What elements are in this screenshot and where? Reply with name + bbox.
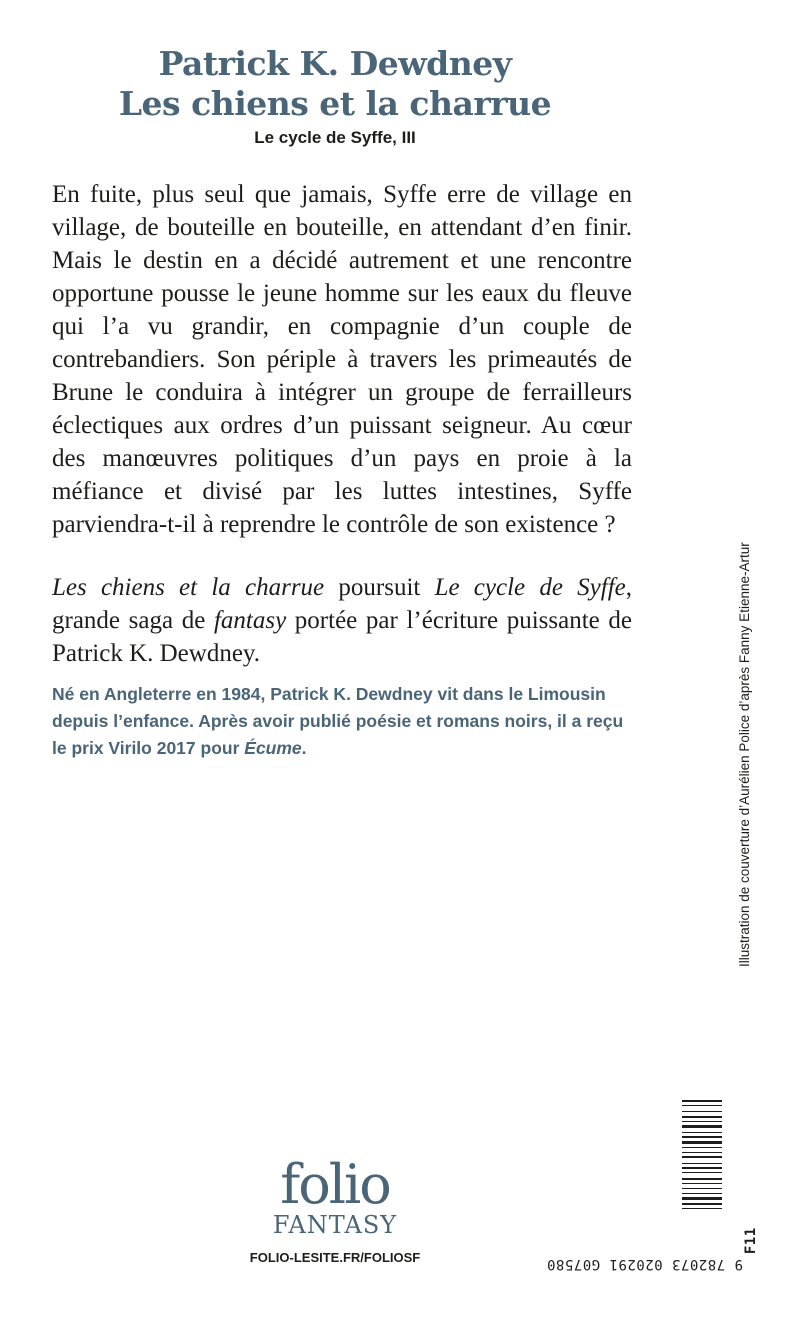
barcode-bar	[682, 1125, 722, 1128]
publisher-website: FOLIO-LESITE.FR/FOLIOSF	[249, 1250, 421, 1265]
barcode-bar	[682, 1147, 722, 1148]
barcode-bar	[682, 1121, 722, 1122]
series-italic: Le cycle de Syffe	[434, 574, 626, 601]
bio-paragraph	[52, 681, 632, 762]
cover-credit-text: Illustration de couverture d’Aurélien Police d’après Fanny Etienne-Artur	[737, 542, 752, 967]
blurb-paragraph-1: En fuite, plus seul que jamais, Syffe erre de village en village, de bouteille en bouteille, en attendant d’en finir. Mais le destin en a décidé autrement et une rencontre opportune pousse le jeune homme sur les eaux du fleuve qui l’a vu grandir, en compagnie d’un couple de contrebandiers. Son périple à travers les primeautés de Brune le conduira à intégrer un groupe de ferrailleurs éclectiques aux ordres d’un puissant seigneur. Au cœur des manœuvres politiques d’un pays en proie à la méfiance et divisé par les luttes intestines, Syffe parviendra-t-il à reprendre le contrôle de son existence ?	[52, 181, 632, 538]
isbn-number: 9 782073 020291 G07580	[546, 1256, 743, 1272]
barcode-bar	[682, 1178, 722, 1180]
barcode-bar	[682, 1183, 722, 1184]
logo-fantasy: FANTASY	[272, 1211, 398, 1239]
barcode-bar	[682, 1141, 722, 1144]
genre-italic: fantasy	[213, 607, 287, 634]
logo-folio: folio	[280, 1153, 390, 1216]
barcode-bar	[682, 1167, 722, 1169]
barcode-bar	[682, 1111, 722, 1112]
barcode-bar	[682, 1163, 722, 1164]
folio-fantasy-logo	[200, 1153, 470, 1239]
author-bio	[52, 681, 632, 762]
barcode-bar	[682, 1152, 722, 1153]
barcode-bar	[682, 1203, 722, 1205]
book-title-italic: Les chiens et la charrue	[52, 574, 325, 601]
price-code: F11	[743, 1227, 759, 1255]
blurb-text-a: poursuit	[324, 574, 435, 601]
book-title: Les chiens et la charrue	[118, 84, 552, 123]
barcode-bar	[682, 1197, 722, 1200]
blurb	[52, 178, 632, 670]
bio-book-italic: Écume	[244, 738, 302, 758]
barcode-bar	[682, 1136, 722, 1138]
blurb-text-c: portée par l’écriture puissante de Patrick K. Dewdney.	[52, 607, 632, 667]
barcode-bar	[682, 1188, 722, 1189]
barcode-bar	[682, 1105, 722, 1106]
series-subtitle: Le cycle de Syffe, III	[254, 128, 416, 147]
barcode	[682, 1100, 722, 1268]
bio-end: .	[301, 738, 307, 758]
barcode-bar	[682, 1156, 722, 1158]
author-name: Patrick K. Dewdney	[158, 44, 512, 83]
barcode-bar	[682, 1132, 722, 1133]
barcode-bar	[682, 1100, 722, 1102]
barcode-bar	[682, 1172, 722, 1173]
bio-text: Né en Angleterre en 1984, Patrick K. Dewdney vit dans le Limousin depuis l’enfance. Après avoir publié poésie et romans noirs, il a reçu le prix Virilo 2017 pour	[52, 684, 624, 758]
barcode-bar	[682, 1208, 722, 1209]
blurb-text-b: , grande saga de	[52, 574, 633, 634]
barcode-bar	[682, 1193, 722, 1194]
isbn-line	[546, 1227, 759, 1272]
barcode-bar	[682, 1116, 722, 1118]
header	[0, 44, 670, 148]
blurb-paragraph-2	[52, 571, 632, 670]
